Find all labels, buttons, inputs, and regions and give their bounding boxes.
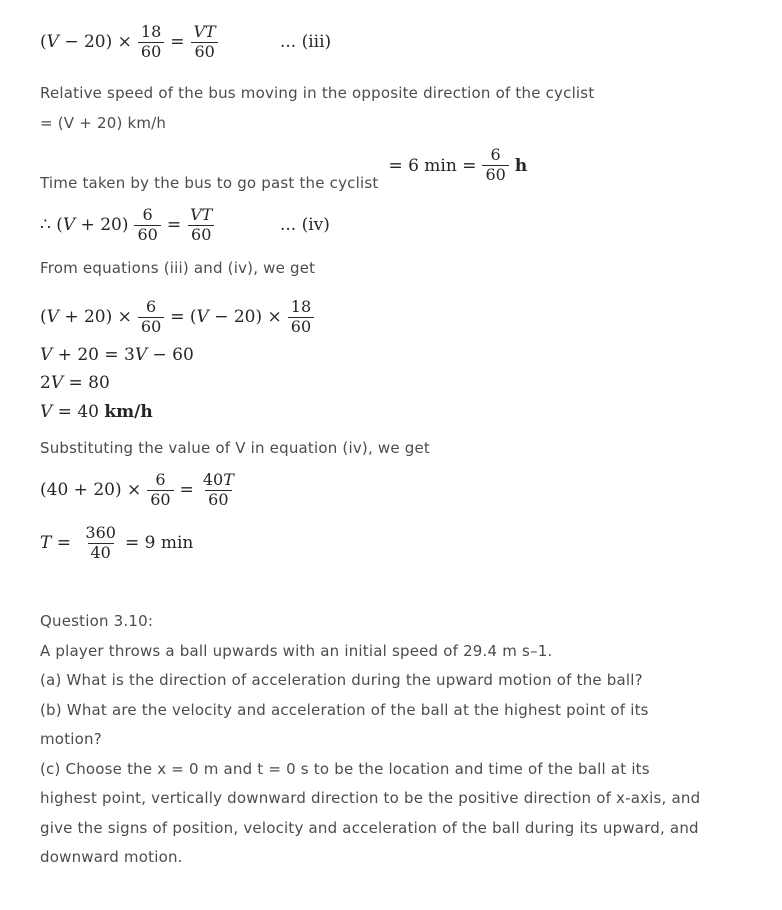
numerator: VT	[190, 204, 213, 224]
variable-v: V	[40, 345, 53, 365]
math-text: = 9 min	[124, 533, 194, 553]
equals-sign: =	[51, 533, 77, 553]
denominator: 40	[88, 543, 114, 563]
fraction	[191, 23, 219, 62]
equation-iv	[40, 201, 762, 249]
equation-substituted	[40, 466, 762, 514]
math-text: + 20 = 3	[52, 345, 135, 365]
numerator: 6	[490, 145, 501, 165]
math-text: 2	[40, 373, 51, 393]
question-part-b: (b) What are the velocity and acceleration of the ball at the highest point of its	[40, 700, 649, 719]
math-text: + 20) ×	[58, 307, 132, 327]
variable-v: V	[46, 307, 59, 327]
equals-sign: =	[166, 215, 182, 235]
numerator: VT	[193, 21, 216, 41]
math-text: (40 + 20) ×	[40, 480, 142, 500]
fraction	[138, 23, 164, 62]
denominator: 60	[134, 225, 160, 245]
math-text: − 20) ×	[208, 307, 282, 327]
from-equations-text: From equations (iii) and (iv), we get	[40, 259, 316, 277]
equation-label-iv: ... (iv)	[280, 215, 330, 235]
therefore-symbol: ∴ (	[40, 215, 63, 235]
math-text: 40	[202, 469, 224, 489]
numerator: 6	[142, 204, 153, 224]
variable-v: V	[46, 32, 59, 52]
math-text: (	[40, 32, 47, 52]
question-part-b-cont: motion?	[40, 730, 102, 748]
substituting-text: Substituting the value of V in equation (iv), we get	[40, 439, 430, 457]
fraction	[187, 206, 215, 245]
denominator: 60	[188, 225, 214, 245]
question-block	[40, 607, 762, 873]
math-text: = 80	[63, 373, 110, 393]
variable-v: V	[196, 307, 209, 327]
question-part-c-cont: highest point, vertically downward direction to be the positive direction of x-axis, and	[40, 789, 701, 807]
relative-speed-value: = (V + 20) km/h	[40, 114, 167, 132]
step-v-plus-20	[40, 341, 762, 369]
fraction	[138, 298, 164, 337]
question-statement: A player throws a ball upwards with an initial speed of 29.4 m s–1.	[40, 641, 553, 660]
variable-v: V	[134, 345, 148, 365]
unit-kmh: km/h	[104, 402, 153, 422]
question-heading: Question 3.10:	[40, 612, 154, 630]
fraction	[134, 206, 160, 245]
numerator: 360	[85, 522, 116, 542]
equation-combined	[40, 293, 762, 341]
math-text: = 40	[52, 402, 105, 422]
numerator: 18	[140, 21, 162, 41]
time-taken-row	[40, 145, 762, 198]
equals-sign: =	[179, 480, 194, 500]
equation-iii	[40, 18, 762, 66]
question-part-c-cont: give the signs of position, velocity and acceleration of the ball during its upward, and	[40, 818, 699, 837]
denominator: 60	[138, 317, 164, 337]
math-text: = 6 min =	[388, 155, 477, 176]
time-taken-math	[388, 146, 527, 185]
numerator: 18	[290, 296, 312, 316]
denominator: 60	[191, 42, 217, 62]
math-text: − 60	[147, 345, 194, 365]
numerator: 6	[155, 469, 166, 489]
denominator: 60	[482, 165, 508, 185]
fraction	[82, 524, 119, 563]
numerator	[200, 471, 237, 490]
equals-sign: =	[170, 32, 185, 52]
variable-v: V	[40, 402, 53, 422]
equation-time-result	[40, 519, 762, 567]
step-2v	[40, 369, 762, 397]
question-part-a: (a) What is the direction of acceleration during the upward motion of the ball?	[40, 671, 643, 689]
math-text: − 20) ×	[58, 32, 132, 52]
numerator: 6	[145, 296, 157, 316]
variable-v: V	[62, 215, 76, 235]
denominator: 60	[205, 490, 231, 510]
fraction	[482, 146, 508, 185]
variable-t: T	[40, 533, 52, 553]
step-v-result	[40, 398, 762, 426]
question-part-c: (c) Choose the x = 0 m and t = 0 s to be the location and time of the ball at its	[40, 759, 650, 778]
relative-speed-text: Relative speed of the bus moving in the opposite direction of the cyclist	[40, 84, 595, 102]
fraction	[147, 471, 173, 510]
denominator: 60	[288, 317, 314, 337]
denominator: 60	[138, 42, 164, 62]
math-text: = (	[170, 307, 197, 327]
time-taken-text: Time taken by the bus to go past the cyclist	[40, 174, 379, 192]
equation-label-iii: ... (iii)	[280, 32, 332, 52]
question-part-c-end: downward motion.	[40, 848, 183, 866]
variable-v: V	[50, 373, 64, 393]
variable-t: T	[223, 469, 234, 489]
denominator: 60	[147, 490, 173, 510]
fraction	[288, 298, 314, 337]
fraction	[200, 471, 237, 510]
unit-hours: h	[514, 155, 528, 176]
math-text: + 20)	[75, 215, 129, 235]
math-text: (	[40, 307, 47, 327]
